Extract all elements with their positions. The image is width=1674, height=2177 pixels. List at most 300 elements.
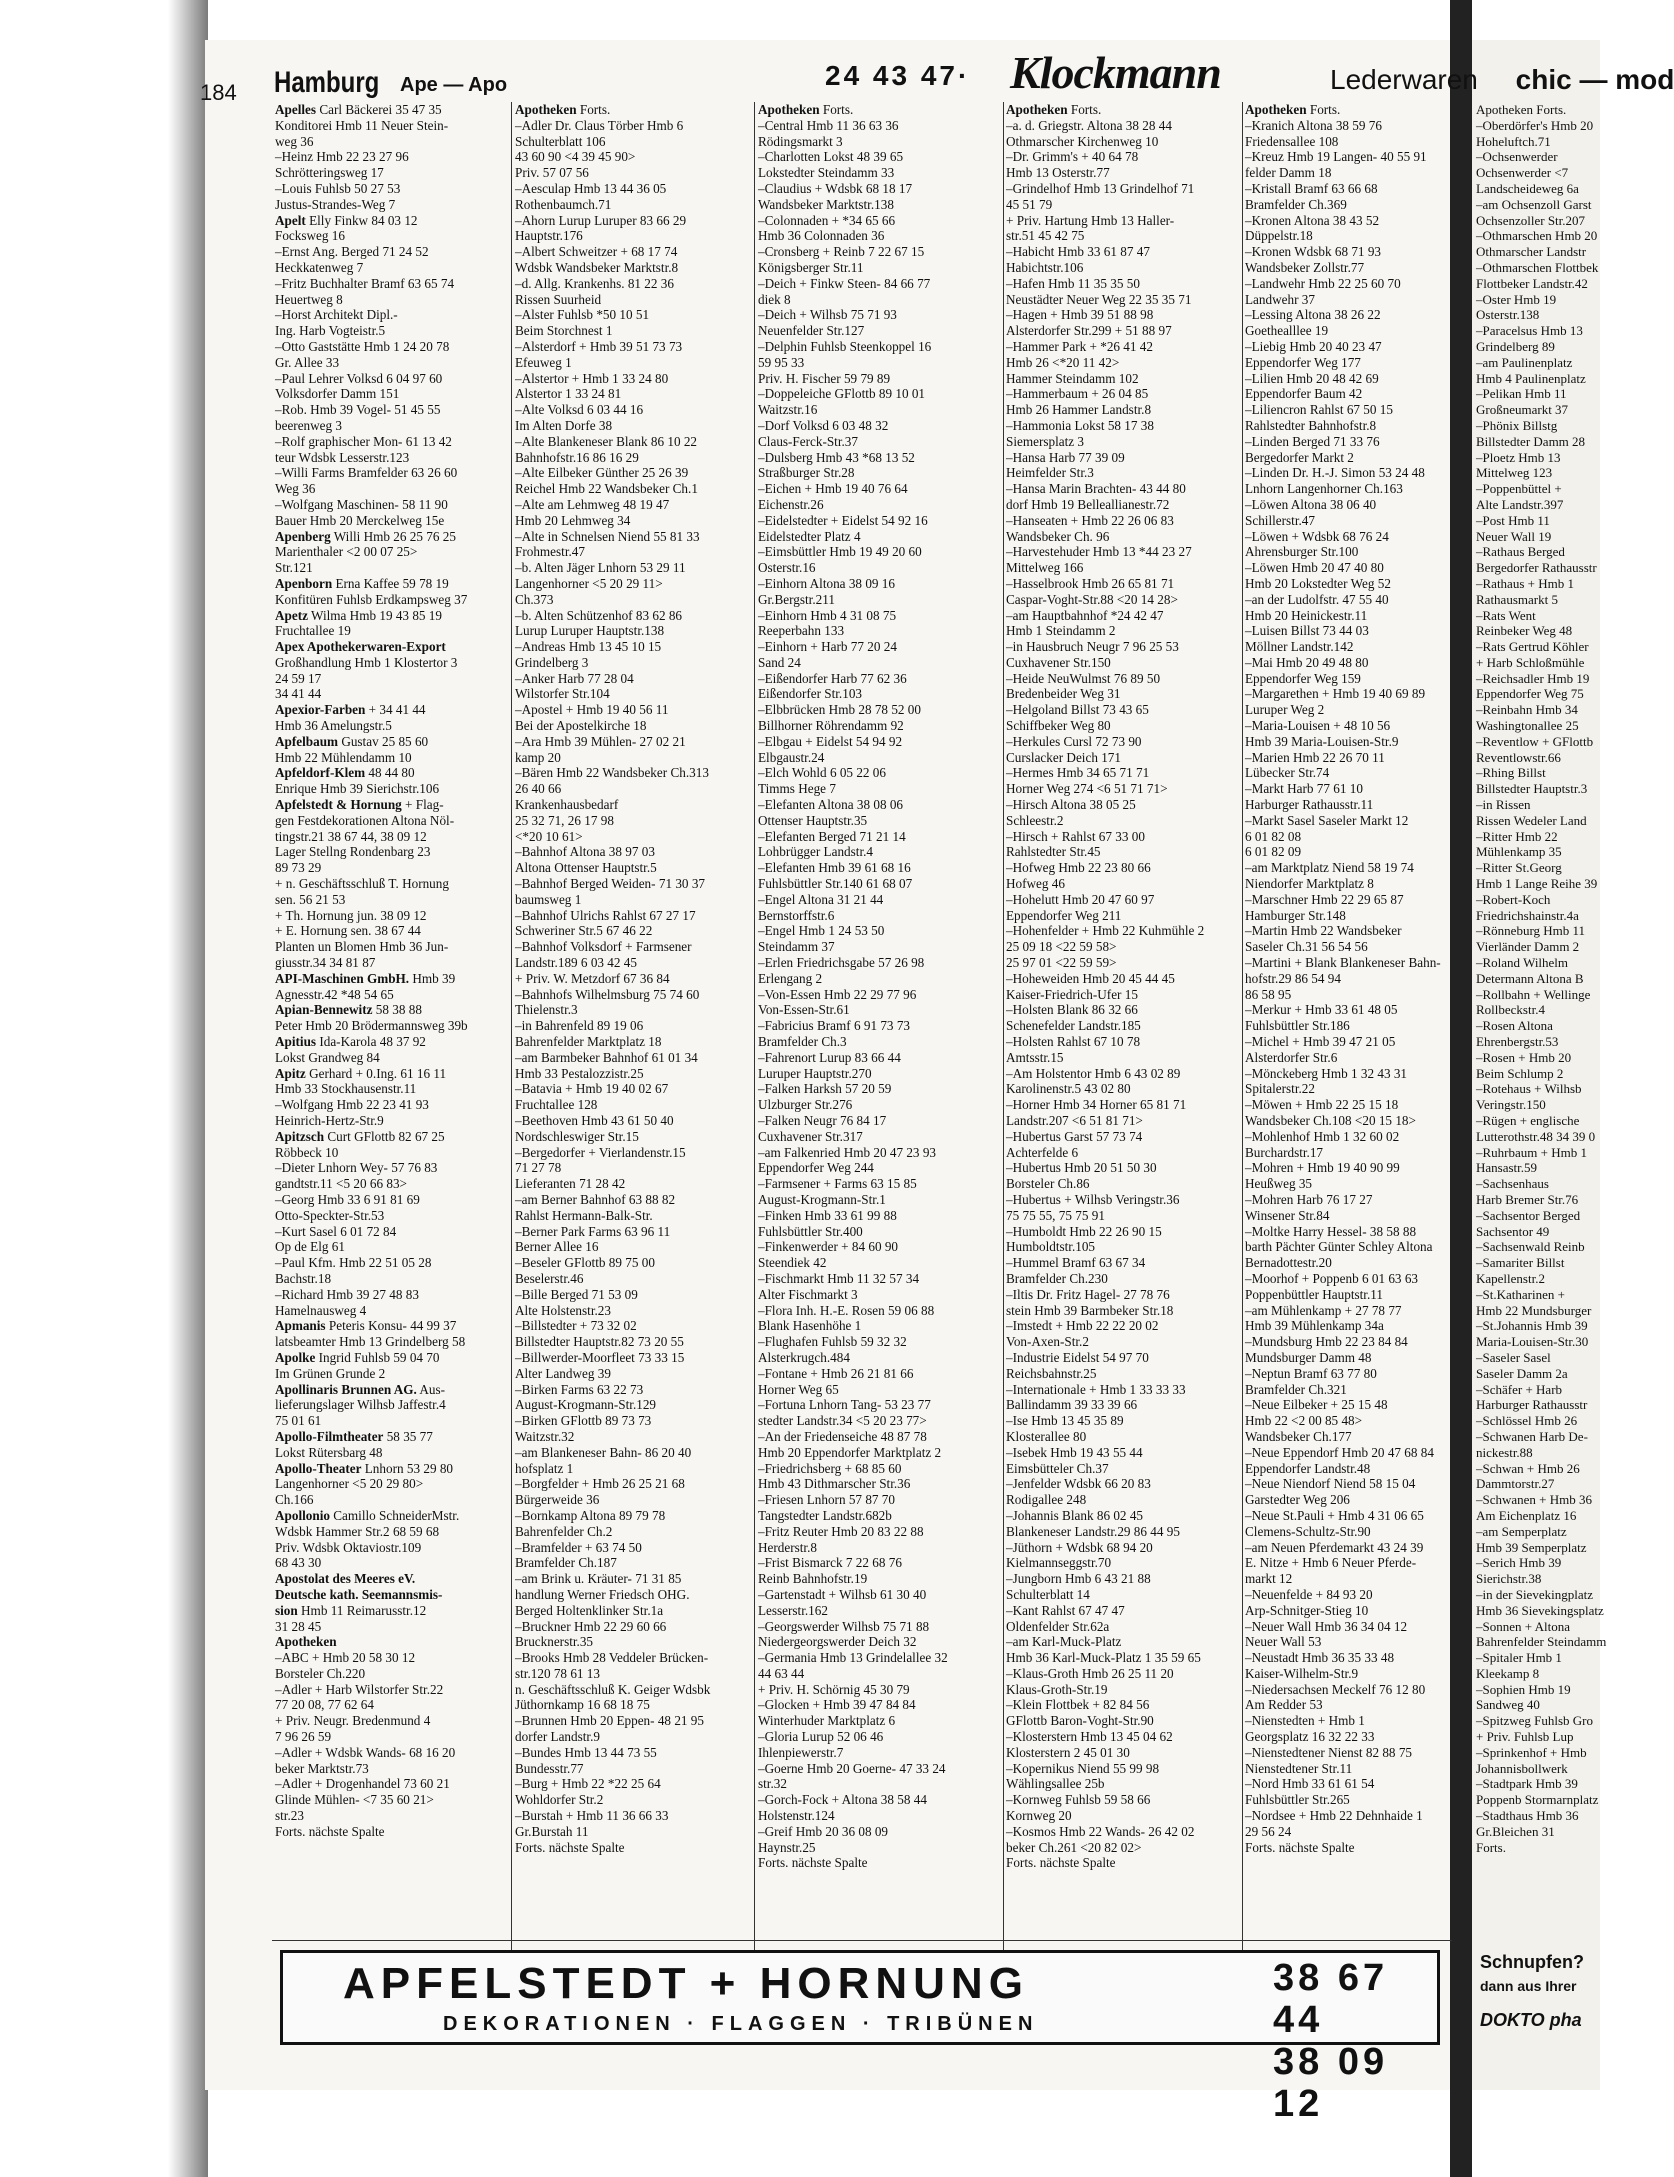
entry-text: Enrique Hmb 39 Sierichstr.106: [275, 781, 440, 797]
entry-text: –Fritz Buchhalter Bramf 63 65 74: [275, 275, 455, 291]
entry-text: kamp 20: [515, 749, 561, 765]
directory-entry: [275, 1081, 517, 1097]
directory-entry: [275, 1666, 517, 1682]
entry-text: –Habicht Hmb 33 61 87 47: [1006, 244, 1150, 260]
entry-text: Reichel Hmb 22 Wandsbeker Ch.1: [515, 481, 698, 497]
directory-entry: [1006, 465, 1248, 481]
entry-text: –Nordsee + Hmb 22 Dehnhaide 1: [1245, 1808, 1423, 1824]
entry-text: –Bahnhof Altona 38 97 03: [515, 844, 655, 860]
directory-entry: [515, 513, 757, 529]
entry-text: –Helgoland Billst 73 43 65: [1006, 702, 1149, 718]
directory-entry: [515, 1066, 757, 1082]
directory-entry: [1006, 497, 1248, 513]
directory-entry: [1245, 797, 1445, 813]
entry-name: Apollinaris Brunnen AG.: [275, 1381, 417, 1397]
next-page-strip: [1472, 40, 1607, 2090]
entry-text: –Dieter Lnhorn Wey- 57 76 83: [275, 1160, 438, 1176]
next-page-line: Alte Landstr.397: [1476, 496, 1564, 512]
entry-text: –Ara Hmb 39 Mühlen- 27 02 21: [515, 733, 686, 749]
header-brand-logo: Klockmann: [1010, 47, 1221, 98]
entry-text: –Einhorn Hmb 4 31 08 75: [758, 607, 897, 623]
entry-text: + Priv. Hartung Hmb 13 Haller-: [1006, 212, 1175, 228]
entry-text: E. Nitze + Hmb 6 Neuer Pferde-: [1245, 1555, 1417, 1571]
directory-entry: [1006, 1666, 1248, 1682]
entry-text: Borsteler Ch.220: [275, 1665, 366, 1681]
directory-entry: [1006, 1729, 1248, 1745]
directory-entry: [275, 829, 517, 845]
entry-text: dorfer Landstr.9: [515, 1729, 600, 1745]
directory-entry: [275, 1334, 517, 1350]
entry-text: 34 41 44: [275, 686, 322, 702]
directory-entry: [1245, 592, 1445, 608]
directory-entry: [1245, 1145, 1445, 1161]
entry-text: Holstenstr.124: [758, 1808, 835, 1824]
directory-entry: [1006, 1318, 1248, 1334]
entry-text: Bahnhofstr.16 86 16 29: [515, 449, 639, 465]
entry-text: 58 35 77: [386, 1428, 433, 1444]
directory-entry: [758, 1461, 1000, 1477]
directory-entry: [515, 734, 757, 750]
entry-text: –Landwehr Hmb 22 25 60 70: [1245, 275, 1401, 291]
entry-text: Langenhorner <5 20 29 11>: [515, 575, 663, 591]
directory-entry: [1006, 1271, 1248, 1287]
directory-entry: [275, 1476, 517, 1492]
directory-entry: [1245, 1113, 1445, 1129]
directory-entry: [1006, 1129, 1248, 1145]
directory-entry: [1006, 371, 1248, 387]
directory-entry: [275, 529, 517, 545]
entry-text: –am Mühlenkamp + 27 78 77: [1245, 1302, 1402, 1318]
entry-text: 43 60 90 <4 39 45 90>: [515, 149, 636, 165]
directory-entry: [1245, 355, 1445, 371]
directory-entry: [1006, 339, 1248, 355]
directory-entry: [1006, 1840, 1248, 1856]
directory-entry: [275, 955, 517, 971]
directory-entry: [515, 1350, 757, 1366]
directory-entry: [515, 165, 757, 181]
directory-entry: [275, 1066, 517, 1082]
directory-entry: [515, 1129, 757, 1145]
directory-entry: [1245, 1303, 1445, 1319]
entry-text: Marienthaler <2 00 07 25>: [275, 544, 418, 560]
directory-entry: [1006, 1540, 1248, 1556]
entry-text: –Elefanten Hmb 39 61 68 16: [758, 860, 911, 876]
next-page-line: –Oster Hmb 19: [1476, 291, 1557, 307]
entry-text: –Neuer Wall Hmb 36 34 04 12: [1245, 1618, 1408, 1634]
directory-entry: [758, 1571, 1000, 1587]
directory-entry: [275, 1761, 517, 1777]
next-page-line: Johannisbollwerk: [1476, 1760, 1568, 1776]
next-page-line: –Stadthaus Hmb 36: [1476, 1808, 1579, 1824]
entry-text: –Bruckner Hmb 22 29 60 66: [515, 1618, 667, 1634]
directory-entry: [275, 1271, 517, 1287]
column-divider: [1242, 102, 1243, 1957]
entry-text: Herderstr.8: [758, 1539, 817, 1555]
entry-text: Heußweg 35: [1245, 1176, 1313, 1192]
next-page-line: + Priv. Fuhlsb Lup: [1476, 1729, 1574, 1745]
entry-text: Rissen Suurheid: [515, 291, 602, 307]
directory-entry: [275, 1239, 517, 1255]
directory-entry: [275, 1255, 517, 1271]
entry-text: Hmb 1 Steindamm 2: [1006, 623, 1116, 639]
directory-entry: [515, 481, 757, 497]
entry-text: Landstr.207 <6 51 81 71>: [1006, 1113, 1143, 1128]
directory-entry: [758, 1145, 1000, 1161]
directory-entry: [275, 1413, 517, 1429]
entry-text: –Heinz Hmb 22 23 27 96: [275, 149, 409, 165]
directory-entry: [275, 718, 517, 734]
entry-text: –Einhorn Altona 38 09 16: [758, 575, 895, 591]
directory-entry: [1245, 955, 1445, 971]
entry-text: –a. d. Griegstr. Altona 38 28 44: [1006, 117, 1172, 133]
directory-entry: [1006, 1034, 1248, 1050]
entry-text: –Kornweg Fuhlsb 59 58 66: [1006, 1792, 1151, 1808]
next-page-line: Hmb 39 Semperplatz: [1476, 1539, 1587, 1555]
directory-entry: [1006, 1776, 1248, 1792]
entry-text: –am Falkenried Hmb 20 47 23 93: [758, 1144, 937, 1160]
next-page-line: Hmb 22 Mundsburger: [1476, 1302, 1592, 1318]
directory-entry: [758, 844, 1000, 860]
directory-entry: [1006, 1650, 1248, 1666]
entry-text: Grindelberg 3: [515, 654, 589, 670]
next-page-line: –Ritter Hmb 22: [1476, 828, 1558, 844]
entry-name: Apfelstedt & Hornung: [275, 797, 402, 813]
directory-entry: [1245, 1018, 1445, 1034]
directory-entry: [275, 355, 517, 371]
entry-text: –Georgswerder Wilhsb 75 71 88: [758, 1618, 930, 1634]
entry-text: Beim Storchnest 1: [515, 323, 613, 339]
directory-entry: [515, 860, 757, 876]
entry-text: –Mai Hmb 20 49 48 80: [1245, 654, 1369, 670]
directory-entry: [758, 608, 1000, 624]
entry-text: –Paul Lehrer Volksd 6 04 97 60: [275, 370, 443, 386]
entry-text: Gerhard + 0.Ing. 61 16 11: [309, 1065, 447, 1081]
directory-entry: [1245, 1540, 1445, 1556]
next-page-line: Rollbeckstr.4: [1476, 1002, 1545, 1018]
directory-entry: [758, 576, 1000, 592]
entry-text: –Alsterdorf + Hmb 39 51 73 73: [515, 338, 683, 354]
directory-entry: [1245, 465, 1445, 481]
next-page-line: Hmb 4 Paulinenplatz: [1476, 370, 1586, 386]
entry-text: Wandsbeker Ch. 96: [1006, 528, 1110, 544]
entry-text: Altona Ottenser Hauptstr.5: [515, 860, 657, 876]
entry-text: Efeuweg 1: [515, 354, 572, 370]
entry-text: + Priv. W. Metzdorf 67 36 84: [515, 970, 670, 986]
entry-text: Saseler Ch.31 56 54 56: [1245, 939, 1368, 955]
directory-entry: [515, 671, 757, 687]
entry-text: beker Marktstr.73: [275, 1760, 369, 1776]
next-page-line: –Sprinkenhof + Hmb: [1476, 1744, 1587, 1760]
directory-entry: [758, 1603, 1000, 1619]
entry-text: –Hummel Bramf 63 67 34: [1006, 1255, 1146, 1271]
directory-entry: [515, 1840, 757, 1856]
entry-text: Ida-Karola 48 37 92: [319, 1034, 426, 1050]
directory-entry: [515, 450, 757, 466]
next-page-line: –Spitzweg Fuhlsb Gro: [1476, 1713, 1593, 1729]
directory-entry: [1245, 1619, 1445, 1635]
directory-entry: [515, 1761, 757, 1777]
directory-entry: [275, 639, 517, 655]
directory-entry: [1006, 1255, 1248, 1271]
directory-entry: [758, 750, 1000, 766]
entry-name: Apollo-Theater: [275, 1460, 362, 1476]
directory-entry: [515, 844, 757, 860]
entry-text: Heinrich-Hertz-Str.9: [275, 1113, 384, 1128]
directory-entry: [1245, 560, 1445, 576]
next-page-line: Othmarscher Landstr: [1476, 244, 1587, 260]
directory-entry: [1245, 1350, 1445, 1366]
directory-entry: [515, 1287, 757, 1303]
entry-text: –Paul Kfm. Hmb 22 51 05 28: [275, 1255, 432, 1271]
entry-text: –Nienstedtener Nienst 82 88 75: [1245, 1744, 1413, 1760]
directory-entry: [1245, 655, 1445, 671]
entry-text: Humboldtstr.105: [1006, 1239, 1096, 1255]
entry-text: Lübecker Str.74: [1245, 765, 1330, 781]
directory-entry: [1245, 165, 1445, 181]
entry-text: Bramfelder Ch.230: [1006, 1270, 1108, 1286]
entry-text: Steendiek 42: [758, 1255, 827, 1271]
directory-entry: [758, 1492, 1000, 1508]
entry-text: Waitzstr.32: [515, 1428, 575, 1444]
entry-name: Apollonio: [275, 1507, 330, 1523]
next-page-line: –Saseler Sasel: [1476, 1349, 1551, 1365]
directory-entry: [1006, 623, 1248, 639]
next-page-line: Maria-Louisen-Str.30: [1476, 1334, 1589, 1350]
entry-text: –Niedersachsen Meckelf 76 12 80: [1245, 1681, 1426, 1697]
entry-text: –Maria-Louisen + 48 10 56: [1245, 718, 1391, 734]
page-edge-shadow: [168, 0, 208, 2177]
directory-entry: [515, 781, 757, 797]
entry-name: Apetz: [275, 607, 308, 623]
entry-text: –Elefanten Berged 71 21 14: [758, 828, 906, 844]
directory-entry: [275, 686, 517, 702]
directory-entry: [515, 639, 757, 655]
next-page-head: chic — mod: [1515, 64, 1674, 95]
entry-text: Ahrensburger Str.100: [1245, 544, 1359, 560]
directory-entry: [758, 497, 1000, 513]
entry-name: Apostolat des Meeres eV.: [275, 1571, 416, 1587]
next-page-line: –Othmarschen Flottbek: [1476, 259, 1599, 275]
directory-entry: [1006, 228, 1248, 244]
entry-text: –Doppeleiche GFlottb 89 10 01: [758, 386, 926, 402]
entry-text: –Hohenfelder + Hmb 22 Kuhmühle 2: [1006, 923, 1205, 939]
directory-entry: [1006, 450, 1248, 466]
entry-text: Straßburger Str.28: [758, 465, 855, 481]
directory-entry: [275, 1034, 517, 1050]
next-page-line: Veringstr.150: [1476, 1097, 1546, 1113]
entry-text: –Alte am Lehmweg 48 19 47: [515, 496, 670, 512]
directory-entry: [275, 118, 517, 134]
directory-entry: [275, 1192, 517, 1208]
directory-column-3: [758, 102, 1000, 1952]
directory-entry: [275, 371, 517, 387]
entry-text: Hmb 26 Hammer Landstr.8: [1006, 402, 1152, 418]
directory-entry: [1006, 560, 1248, 576]
entry-text: Hmb 33 Stockhausenstr.11: [275, 1081, 417, 1097]
next-page-line: –Spitaler Hmb 1: [1476, 1650, 1562, 1666]
directory-entry: [275, 1571, 517, 1587]
directory-entry: [275, 1287, 517, 1303]
directory-entry: [275, 1729, 517, 1745]
directory-entry: [275, 1445, 517, 1461]
directory-entry: [515, 1176, 757, 1192]
entry-text: stedter Landstr.34 <5 20 23 77>: [758, 1413, 927, 1429]
entry-text: Berged Holtenklinker Str.1a: [515, 1602, 664, 1618]
entry-text: –Birken GFlottb 89 73 73: [515, 1413, 652, 1429]
directory-entry: [758, 1350, 1000, 1366]
entry-text: Curt GFlottb 82 67 25: [327, 1128, 445, 1144]
entry-name: Apfelbaum: [275, 733, 339, 749]
directory-entry: [758, 829, 1000, 845]
next-page-line: Reinbeker Weg 48: [1476, 623, 1573, 639]
entry-text: Carl Bäckerei 35 47 35: [319, 102, 442, 117]
directory-entry: [515, 1002, 757, 1018]
entry-text: Priv. 57 07 56: [515, 165, 589, 181]
directory-entry: [758, 655, 1000, 671]
entry-text: Neuer Wall 53: [1245, 1634, 1322, 1650]
directory-column-5: [1245, 102, 1445, 1952]
entry-text: Hmb 20 Eppendorfer Marktplatz 2: [758, 1444, 942, 1460]
next-page-line: –Sachsenhaus: [1476, 1176, 1549, 1192]
entry-text: –Bahnhofs Wilhelmsburg 75 74 60: [515, 986, 700, 1002]
next-page-line: –Post Hmb 11: [1476, 512, 1550, 528]
directory-entry: [1006, 1792, 1248, 1808]
directory-entry: [758, 1650, 1000, 1666]
entry-text: Eichenstr.26: [758, 496, 824, 512]
directory-entry: [1006, 1382, 1248, 1398]
directory-entry: [515, 260, 757, 276]
directory-entry: [1245, 1160, 1445, 1176]
directory-entry: [1006, 197, 1248, 213]
directory-entry: [1245, 529, 1445, 545]
directory-entry: [1245, 181, 1445, 197]
directory-entry: [275, 1113, 517, 1129]
directory-entry: [275, 702, 517, 718]
entry-text: –Hubertus Garst 57 73 74: [1006, 1128, 1143, 1144]
directory-entry: [758, 939, 1000, 955]
entry-text: –Neue St.Pauli + Hmb 4 31 06 65: [1245, 1507, 1424, 1523]
directory-entry: [758, 1824, 1000, 1840]
entry-text: Haynstr.25: [758, 1839, 816, 1855]
entry-text: –Glocken + Hmb 39 47 84 84: [758, 1697, 916, 1713]
directory-entry: [758, 544, 1000, 560]
entry-text: –Neptun Bramf 63 77 80: [1245, 1365, 1377, 1381]
directory-entry: [1245, 1318, 1445, 1334]
entry-text: –am Blankeneser Bahn- 86 20 40: [515, 1444, 692, 1460]
entry-text: Blank Hasenhöhe 1: [758, 1318, 862, 1334]
entry-text: Klosterallee 80: [1006, 1428, 1087, 1444]
directory-entry: [758, 1066, 1000, 1082]
directory-entry: [1006, 686, 1248, 702]
directory-entry: [515, 1445, 757, 1461]
entry-text: Schleestr.2: [1006, 812, 1064, 828]
entry-text: Alstertor 1 33 24 81: [515, 386, 622, 402]
directory-entry: [1006, 1429, 1248, 1445]
entry-text: Lokstedter Steindamm 33: [758, 165, 895, 181]
ad-phone-1: 38 67 44: [1273, 1957, 1389, 2041]
directory-column-1: [275, 102, 517, 1952]
entry-text: Nordschleswiger Str.15: [515, 1128, 639, 1144]
directory-entry: [275, 434, 517, 450]
entry-text: Othmarscher Kirchenweg 10: [1006, 133, 1159, 149]
next-page-line: Landscheideweg 6a: [1476, 180, 1579, 196]
entry-text: –Industrie Eidelst 54 97 70: [1006, 1349, 1149, 1365]
directory-entry: [1006, 1697, 1248, 1713]
entry-text: –Heide NeuWulmst 76 89 50: [1006, 670, 1161, 686]
entry-text: Hmb 11 Reimarusstr.12: [301, 1602, 427, 1618]
directory-entry: [758, 102, 1000, 118]
entry-text: –Bornkamp Altona 89 79 78: [515, 1507, 666, 1523]
next-page-line: Ehrenbergstr.53: [1476, 1034, 1559, 1050]
entry-text: –Jenfelder Wdsbk 66 20 83: [1006, 1476, 1151, 1492]
next-page-line: –Schwanen + Hmb 36: [1476, 1492, 1593, 1508]
next-page-line: Grindelberg 89: [1476, 338, 1555, 354]
next-page-line: –Poppenbüttel +: [1476, 481, 1562, 497]
directory-entry: [275, 228, 517, 244]
entry-text: Rodigallee 248: [1006, 1492, 1087, 1508]
directory-entry: [1006, 260, 1248, 276]
directory-entry: [1006, 1603, 1248, 1619]
entry-text: –Kurt Sasel 6 01 72 84: [275, 1223, 397, 1239]
entry-text: –Brunnen Hmb 20 Eppen- 48 21 95: [515, 1713, 704, 1729]
entry-text: Willi Hmb 26 25 76 25: [333, 528, 456, 544]
directory-entry: [1245, 908, 1445, 924]
entry-text: str.23: [275, 1808, 304, 1824]
entry-text: latsbeamter Hmb 13 Grindelberg 58: [275, 1334, 466, 1350]
entry-text: –Dorf Volksd 6 03 48 32: [758, 417, 889, 433]
next-page-line: –Phönix Billstg: [1476, 417, 1558, 433]
directory-entry: [515, 228, 757, 244]
directory-entry: [758, 513, 1000, 529]
directory-entry: [758, 1524, 1000, 1540]
entry-text: –Greif Hmb 20 36 08 09: [758, 1823, 889, 1839]
directory-entry: [1006, 402, 1248, 418]
directory-entry: [275, 1555, 517, 1571]
entry-text: Harburger Rathausstr.11: [1245, 797, 1374, 813]
entry-text: –Liebig Hmb 20 40 23 47: [1245, 338, 1382, 354]
directory-entry: [275, 1492, 517, 1508]
entry-text: –Kosmos Hmb 22 Wands- 26 42 02: [1006, 1823, 1195, 1839]
directory-entry: [1245, 702, 1445, 718]
header-phone: 24 43 47·: [825, 60, 971, 91]
directory-entry: [1245, 149, 1445, 165]
directory-entry: [1006, 1208, 1248, 1224]
column-divider: [754, 102, 755, 1957]
entry-text: Op de Elg 61: [275, 1239, 345, 1255]
next-page-line: Rathausmarkt 5: [1476, 591, 1558, 607]
directory-entry: [275, 671, 517, 687]
entry-text: Eppendorfer Landstr.48: [1245, 1460, 1371, 1476]
directory-entry: [1006, 544, 1248, 560]
directory-entry: [515, 355, 757, 371]
entry-name: Apenberg: [275, 528, 331, 544]
next-page-line: Billstedter Damm 28: [1476, 433, 1586, 449]
directory-entry: [515, 292, 757, 308]
entry-text: –Gartenstadt + Wilhsb 61 30 40: [758, 1586, 927, 1602]
directory-entry: [1245, 1745, 1445, 1761]
directory-entry: [758, 450, 1000, 466]
directory-entry: [758, 987, 1000, 1003]
next-page-line: –Schwanen Harb De-: [1476, 1428, 1588, 1444]
page-number: 184: [200, 80, 237, 105]
entry-text: –Hubertus + Wilhsb Veringstr.36: [1006, 1191, 1180, 1207]
directory-entry: [758, 639, 1000, 655]
entry-text: Forts. nächste Spalte: [758, 1855, 868, 1871]
entry-text: –Bären Hmb 22 Wandsbeker Ch.313: [515, 765, 709, 781]
directory-entry: [1006, 529, 1248, 545]
entry-text: Ch.373: [515, 591, 554, 607]
directory-entry: [1245, 639, 1445, 655]
